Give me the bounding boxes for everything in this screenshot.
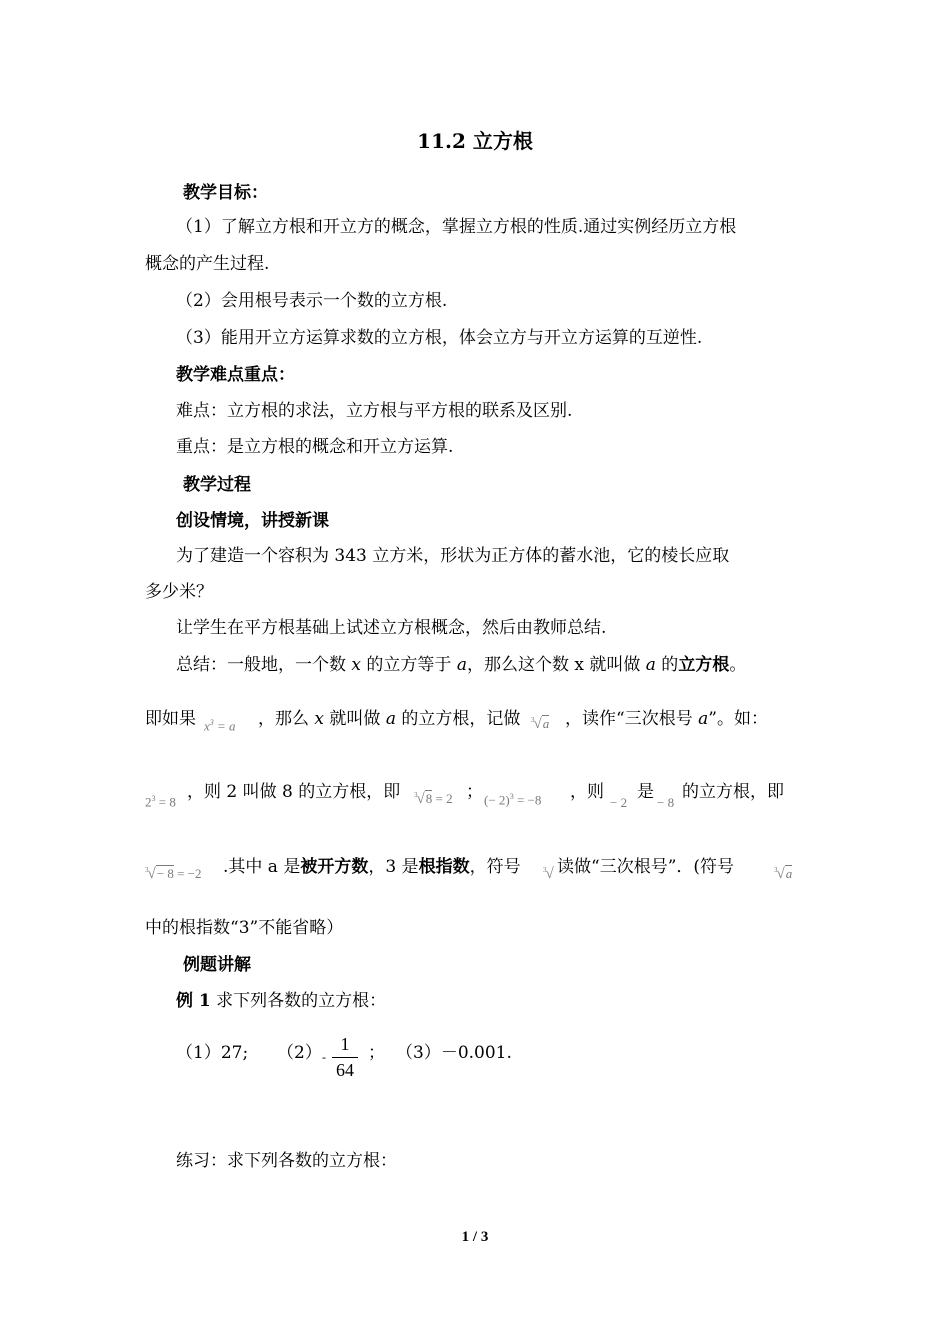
- term-root-index: 根指数: [418, 857, 470, 877]
- term-radicand: 被开方数: [300, 857, 369, 877]
- section-key-points: 教学难点重点：: [176, 365, 295, 385]
- goal-1-line-2: 概念的产生过程.: [145, 254, 270, 274]
- text: 总结：一般地，一个数: [176, 655, 352, 675]
- example-label: 例 1: [176, 991, 211, 1011]
- var-x: x: [351, 655, 361, 675]
- var-a: a: [698, 709, 709, 729]
- formula-cube-root-8: $^3$√8 = 2: [414, 791, 453, 807]
- text: 的: [655, 655, 679, 675]
- text: ，那么这个数 x 就叫做: [466, 655, 646, 675]
- section-process: 教学过程: [183, 475, 251, 495]
- formula-neg-eight: − 8: [657, 795, 675, 810]
- fraction-sign: -: [322, 1050, 326, 1064]
- text: 就叫做: [324, 709, 386, 729]
- index-note: 中的根指数“3”不能省略）: [145, 918, 344, 938]
- text: .其中 a 是: [223, 857, 301, 877]
- var-a: a: [456, 655, 467, 675]
- example-prompt: 求下列各数的立方根：: [210, 991, 387, 1011]
- definition-text-1: 即如果: [145, 709, 196, 729]
- var-a: a: [645, 655, 656, 675]
- formula-cube-root-neg-8: $^3$√− 8 = −2: [145, 866, 202, 882]
- example-text-1: ，则 2 叫做 8 的立方根，即: [187, 782, 401, 802]
- text: 的立方根，记做: [395, 709, 521, 729]
- goal-3: （3）能用开立方运算求数的立方根，体会立方与开立方运算的互逆性.: [176, 328, 703, 348]
- radical-symbol: $^3$√: [543, 866, 554, 882]
- section-goals: 教学目标：: [183, 183, 268, 203]
- difficulty: 难点：立方根的求法，立方根与平方根的联系及区别.: [176, 401, 573, 421]
- radicand-text: [223, 856, 521, 878]
- page-number: 1 / 3: [461, 1229, 489, 1245]
- fraction-1-over-64: [328, 1034, 362, 1081]
- formula-neg-two-cubed: (− 2)$^3$ = −8: [484, 792, 542, 808]
- fraction-bar: [332, 1057, 358, 1058]
- text: ，符号: [469, 857, 521, 877]
- section-examples: 例题讲解: [183, 955, 251, 975]
- example-1-item-1: （1）27;: [176, 1043, 249, 1063]
- term-cube-root: 立方根: [678, 655, 730, 675]
- example-text-2: ；: [466, 782, 483, 802]
- text: ”。如：: [708, 709, 768, 729]
- example-1-item-3: （3）－0.001.: [396, 1043, 512, 1063]
- example-text-5: 的立方根，即: [682, 782, 784, 802]
- paragraph-2: 让学生在平方根基础上试述立方根概念，然后由教师总结.: [176, 618, 607, 638]
- paragraph-1-line-1: 为了建造一个容积为 343 立方米，形状为正方体的蓄水池，它的棱长应取: [176, 546, 730, 566]
- paragraph-1-line-2: 多少米？: [145, 582, 213, 602]
- fraction-numerator: 1: [340, 1034, 350, 1054]
- radical-reading-text: 读做“三次根号”．(符号: [557, 857, 735, 877]
- example-1-item-2: （2）: [277, 1043, 322, 1063]
- var-a: a: [385, 709, 396, 729]
- goal-1-line-1: （1）了解立方根和开立方的概念，掌握立方根的性质.通过实例经历立方根: [176, 217, 737, 237]
- focus: 重点：是立方根的概念和开立方运算.: [176, 437, 454, 457]
- example-1-heading: [176, 990, 386, 1012]
- text: ，读作“三次根号: [565, 709, 699, 729]
- definition-text-3: [565, 708, 768, 730]
- text: ，那么: [258, 709, 315, 729]
- example-1-separator: ；: [368, 1043, 385, 1063]
- text: 。: [729, 655, 747, 675]
- goal-2: （2）会用根号表示一个数的立方根.: [176, 291, 448, 311]
- fraction-denominator: 64: [336, 1060, 354, 1080]
- text: ，3 是: [368, 857, 419, 877]
- section-intro: 创设情境，讲授新课: [176, 511, 329, 531]
- paragraph-summary: [176, 654, 746, 676]
- definition-text-2: [258, 708, 520, 730]
- var-x: x: [314, 709, 324, 729]
- formula-cube-root-a: $^3$√a: [774, 866, 793, 882]
- formula-x-cubed-equals-a: $x^3 = a$: [204, 718, 236, 734]
- text: 的立方等于: [361, 655, 457, 675]
- page-title: 11.2 立方根: [417, 129, 533, 153]
- example-text-4: 是: [637, 782, 654, 802]
- formula-cube-root-a: $^3$√a: [531, 716, 550, 732]
- practice-heading: 练习：求下列各数的立方根：: [176, 1151, 397, 1171]
- formula-neg-two: − 2: [610, 795, 628, 810]
- example-text-3: ，则: [570, 782, 604, 802]
- formula-two-cubed: $2^3 = 8$: [145, 794, 176, 810]
